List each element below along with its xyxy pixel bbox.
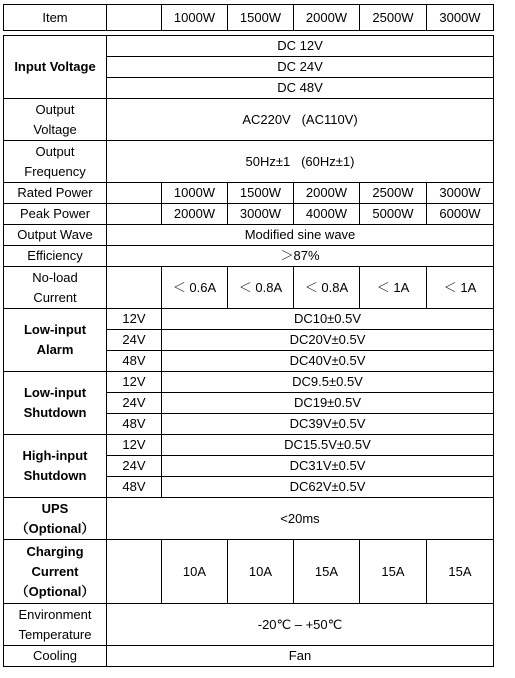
charging-current-value: 15A	[294, 540, 360, 604]
charging-current-value: 15A	[360, 540, 427, 604]
voltage-tier: 48V	[107, 477, 162, 498]
no-load-current-row	[4, 267, 494, 309]
no-load-current-label-line2: Current	[33, 289, 77, 305]
low-input-shutdown-label-line1: Low-input	[23, 385, 87, 400]
low-input-alarm-label	[4, 309, 107, 372]
input-voltage-value: DC 24V	[107, 57, 494, 78]
output-frequency-value: 50Hz±1 (60Hz±1)	[107, 141, 494, 183]
output-frequency-label-line2: Frequency	[24, 163, 86, 179]
power-header: 2500W	[360, 5, 427, 31]
rated-power-label: Rated Power	[4, 183, 107, 204]
cooling-row	[4, 646, 494, 667]
no-load-current-value: ＜ 1A	[427, 267, 494, 309]
peak-power-row	[4, 204, 494, 225]
high-input-shutdown-value: DC62V±0.5V	[162, 477, 494, 498]
environment-temperature-label	[4, 604, 107, 646]
output-voltage-label	[4, 99, 107, 141]
environment-temperature-value: -20℃ – +50℃	[107, 604, 494, 646]
voltage-tier: 24V	[107, 456, 162, 477]
efficiency-label: Efficiency	[4, 246, 107, 267]
charging-current-row	[4, 540, 494, 604]
output-voltage-row	[4, 99, 494, 141]
efficiency-value: ＞87%	[107, 246, 494, 267]
environment-temperature-label-line1: Environment	[18, 606, 92, 622]
voltage-tier: 24V	[107, 330, 162, 351]
input-voltage-value: DC 12V	[107, 36, 494, 57]
high-input-shutdown-label-line1: High-input	[22, 448, 88, 463]
low-input-alarm-value: DC40V±0.5V	[162, 351, 494, 372]
blank-cell	[107, 183, 162, 204]
high-input-shutdown-value: DC31V±0.5V	[162, 456, 494, 477]
charging-current-value: 10A	[228, 540, 294, 604]
spec-table	[3, 4, 494, 667]
rated-power-value: 2500W	[360, 183, 427, 204]
item-header: Item	[4, 5, 107, 31]
input-voltage-value: DC 48V	[107, 78, 494, 99]
header-row	[4, 5, 494, 31]
environment-temperature-label-line2: Temperature	[18, 626, 92, 642]
blank-cell	[107, 204, 162, 225]
efficiency-row	[4, 246, 494, 267]
peak-power-value: 4000W	[294, 204, 360, 225]
ups-label	[4, 498, 107, 540]
no-load-current-value: ＜ 1A	[360, 267, 427, 309]
power-header: 1500W	[228, 5, 294, 31]
power-header: 2000W	[294, 5, 360, 31]
blank-cell	[107, 540, 162, 604]
ups-value: <20ms	[107, 498, 494, 540]
output-wave-value: Modified sine wave	[107, 225, 494, 246]
voltage-tier: 12V	[107, 372, 162, 393]
voltage-tier: 48V	[107, 351, 162, 372]
rated-power-value: 3000W	[427, 183, 494, 204]
output-frequency-row	[4, 141, 494, 183]
output-wave-row	[4, 225, 494, 246]
ups-row	[4, 498, 494, 540]
power-header: 1000W	[162, 5, 228, 31]
power-header: 3000W	[427, 5, 494, 31]
charging-current-label	[4, 540, 107, 604]
low-input-alarm-label-line1: Low-input	[23, 322, 87, 337]
output-voltage-label-line1: Output	[35, 101, 75, 117]
rated-power-row	[4, 183, 494, 204]
low-input-alarm-label-line2: Alarm	[36, 342, 74, 357]
low-input-alarm-value: DC10±0.5V	[162, 309, 494, 330]
peak-power-value: 3000W	[228, 204, 294, 225]
output-wave-label: Output Wave	[4, 225, 107, 246]
voltage-tier: 12V	[107, 435, 162, 456]
high-input-shutdown-row	[4, 435, 494, 456]
voltage-tier: 48V	[107, 414, 162, 435]
no-load-current-value: ＜ 0.8A	[228, 267, 294, 309]
low-input-shutdown-value: DC19±0.5V	[162, 393, 494, 414]
no-load-current-value: ＜ 0.8A	[294, 267, 360, 309]
rated-power-value: 1000W	[162, 183, 228, 204]
charging-current-value: 15A	[427, 540, 494, 604]
rated-power-value: 1500W	[228, 183, 294, 204]
blank-header-cell	[107, 5, 162, 31]
peak-power-value: 2000W	[162, 204, 228, 225]
charging-current-label-line2: Current	[31, 563, 79, 579]
high-input-shutdown-label	[4, 435, 107, 498]
voltage-tier: 12V	[107, 309, 162, 330]
high-input-shutdown-label-line2: Shutdown	[23, 468, 87, 483]
low-input-shutdown-label-line2: Shutdown	[23, 405, 87, 420]
voltage-tier: 24V	[107, 393, 162, 414]
cooling-value: Fan	[107, 646, 494, 667]
input-voltage-row	[4, 36, 494, 57]
low-input-alarm-value: DC20V±0.5V	[162, 330, 494, 351]
no-load-current-label	[4, 267, 107, 309]
charging-current-label-line3: （Optional）	[15, 583, 95, 599]
low-input-shutdown-value: DC39V±0.5V	[162, 414, 494, 435]
output-voltage-value: AC220V (AC110V)	[107, 99, 494, 141]
no-load-current-value: ＜ 0.6A	[162, 267, 228, 309]
ups-label-line2: （Optional）	[15, 520, 95, 536]
output-voltage-label-line2: Voltage	[33, 121, 77, 137]
cooling-label: Cooling	[4, 646, 107, 667]
low-input-shutdown-row	[4, 372, 494, 393]
low-input-shutdown-value: DC9.5±0.5V	[162, 372, 494, 393]
peak-power-value: 6000W	[427, 204, 494, 225]
charging-current-value: 10A	[162, 540, 228, 604]
output-frequency-label	[4, 141, 107, 183]
input-voltage-label: Input Voltage	[4, 36, 107, 99]
peak-power-value: 5000W	[360, 204, 427, 225]
output-frequency-label-line1: Output	[35, 143, 75, 159]
low-input-shutdown-label	[4, 372, 107, 435]
environment-temperature-row	[4, 604, 494, 646]
no-load-current-label-line1: No-load	[32, 269, 78, 285]
peak-power-label: Peak Power	[4, 204, 107, 225]
charging-current-label-line1: Charging	[26, 543, 84, 559]
blank-cell	[107, 267, 162, 309]
ups-label-line1: UPS	[41, 500, 69, 516]
low-input-alarm-row	[4, 309, 494, 330]
high-input-shutdown-value: DC15.5V±0.5V	[162, 435, 494, 456]
rated-power-value: 2000W	[294, 183, 360, 204]
